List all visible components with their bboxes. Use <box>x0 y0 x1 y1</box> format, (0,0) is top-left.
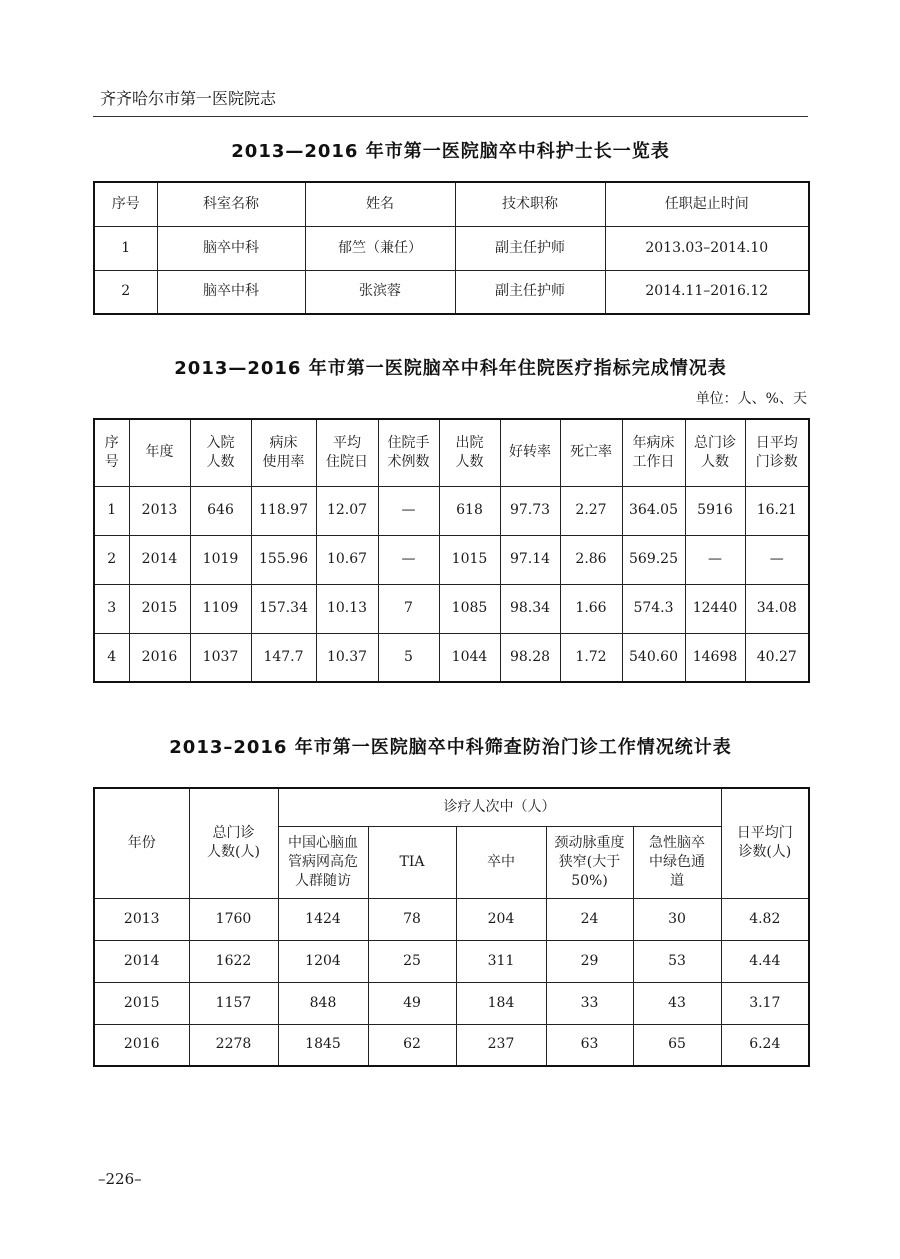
table-header-row <box>94 788 809 826</box>
cell: 1760 <box>189 898 278 940</box>
cell: 1204 <box>278 940 368 982</box>
col-index: 序 号 <box>94 419 129 486</box>
cell: 2016 <box>129 633 190 682</box>
col-year: 年份 <box>94 788 189 898</box>
cell: 1037 <box>190 633 251 682</box>
cell: 43 <box>633 982 721 1024</box>
cell: 49 <box>368 982 456 1024</box>
cell: 97.73 <box>500 486 560 535</box>
cell: 147.7 <box>251 633 316 682</box>
table3-title: 2013–2016 年市第一医院脑卒中科筛查防治门诊工作情况统计表 <box>169 737 732 758</box>
table-row <box>94 898 809 940</box>
cell: 2013 <box>94 898 189 940</box>
col-avg-stay: 平均 住院日 <box>316 419 378 486</box>
col-high-risk-followup: 中国心脑血 管病网高危 人群随访 <box>278 826 368 898</box>
cell: 25 <box>368 940 456 982</box>
cell: 364.05 <box>622 486 685 535</box>
col-total-outpatients: 总门诊 人数(人) <box>189 788 278 898</box>
cell: 1424 <box>278 898 368 940</box>
cell: 62 <box>368 1024 456 1066</box>
screening-clinic-table <box>93 787 810 1067</box>
cell: 30 <box>633 898 721 940</box>
col-admissions: 入院 人数 <box>190 419 251 486</box>
cell: 1622 <box>189 940 278 982</box>
cell: 63 <box>546 1024 633 1066</box>
cell: 副主任护师 <box>455 226 605 270</box>
cell: 2014.11–2016.12 <box>605 270 809 314</box>
cell: 29 <box>546 940 633 982</box>
col-carotid-stenosis: 颈动脉重度 狭窄(大于 50%) <box>546 826 633 898</box>
cell: 5 <box>378 633 439 682</box>
cell: 10.67 <box>316 535 378 584</box>
cell: 65 <box>633 1024 721 1066</box>
cell: 204 <box>456 898 546 940</box>
cell: 2014 <box>94 940 189 982</box>
cell: 14698 <box>685 633 745 682</box>
cell: 6.24 <box>721 1024 809 1066</box>
cell: 33 <box>546 982 633 1024</box>
col-bed-workdays: 年病床 工作日 <box>622 419 685 486</box>
head-nurse-table <box>93 181 810 315</box>
cell: 3 <box>94 584 129 633</box>
cell: 7 <box>378 584 439 633</box>
cell: 1 <box>94 226 157 270</box>
table-row <box>94 633 809 682</box>
col-outpatients: 总门诊 人数 <box>685 419 745 486</box>
cell: 10.13 <box>316 584 378 633</box>
cell: 2 <box>94 535 129 584</box>
running-head: 齐齐哈尔市第一医院院志 <box>100 89 277 108</box>
cell: 848 <box>278 982 368 1024</box>
cell: 1845 <box>278 1024 368 1066</box>
cell: 540.60 <box>622 633 685 682</box>
cell: 311 <box>456 940 546 982</box>
cell: 16.21 <box>745 486 809 535</box>
col-tia: TIA <box>368 826 456 898</box>
table1-title: 2013—2016 年市第一医院脑卒中科护士长一览表 <box>231 141 670 162</box>
table-row <box>94 270 809 314</box>
cell: 1019 <box>190 535 251 584</box>
cell: 184 <box>456 982 546 1024</box>
cell: 569.25 <box>622 535 685 584</box>
cell: 12440 <box>685 584 745 633</box>
cell: 副主任护师 <box>455 270 605 314</box>
col-title: 技术职称 <box>455 182 605 226</box>
cell: 34.08 <box>745 584 809 633</box>
table-row <box>94 226 809 270</box>
cell: 1044 <box>439 633 500 682</box>
cell: 2014 <box>129 535 190 584</box>
inpatient-indicator-table <box>93 418 810 683</box>
cell: 574.3 <box>622 584 685 633</box>
cell: 2015 <box>129 584 190 633</box>
table-row <box>94 535 809 584</box>
cell: 646 <box>190 486 251 535</box>
table-row <box>94 982 809 1024</box>
cell: 1015 <box>439 535 500 584</box>
cell: 1 <box>94 486 129 535</box>
col-mortality-rate: 死亡率 <box>560 419 622 486</box>
col-daily-outpatients: 日平均 门诊数 <box>745 419 809 486</box>
cell: 10.37 <box>316 633 378 682</box>
cell: 2.86 <box>560 535 622 584</box>
cell: 1085 <box>439 584 500 633</box>
cell: — <box>745 535 809 584</box>
cell: 118.97 <box>251 486 316 535</box>
col-surgeries: 住院手 术例数 <box>378 419 439 486</box>
cell: 2278 <box>189 1024 278 1066</box>
cell: 2.27 <box>560 486 622 535</box>
col-department: 科室名称 <box>157 182 305 226</box>
cell: 40.27 <box>745 633 809 682</box>
cell: — <box>378 486 439 535</box>
col-green-channel: 急性脑卒 中绿色通 道 <box>633 826 721 898</box>
cell: 12.07 <box>316 486 378 535</box>
cell: 2013.03–2014.10 <box>605 226 809 270</box>
table-row <box>94 486 809 535</box>
table-row <box>94 584 809 633</box>
table-header-row <box>94 419 809 486</box>
cell: 98.34 <box>500 584 560 633</box>
col-name: 姓名 <box>305 182 455 226</box>
cell: 1.66 <box>560 584 622 633</box>
cell: — <box>685 535 745 584</box>
cell: 24 <box>546 898 633 940</box>
col-stroke: 卒中 <box>456 826 546 898</box>
table-row <box>94 1024 809 1066</box>
cell: 1157 <box>189 982 278 1024</box>
cell: 2 <box>94 270 157 314</box>
cell: 5916 <box>685 486 745 535</box>
cell: — <box>378 535 439 584</box>
col-daily-average: 日平均门 诊数(人) <box>721 788 809 898</box>
cell: 53 <box>633 940 721 982</box>
cell: 2015 <box>94 982 189 1024</box>
cell: 4.82 <box>721 898 809 940</box>
col-improvement-rate: 好转率 <box>500 419 560 486</box>
col-year: 年度 <box>129 419 190 486</box>
col-index: 序号 <box>94 182 157 226</box>
cell: 脑卒中科 <box>157 226 305 270</box>
cell: 4 <box>94 633 129 682</box>
header-rule <box>93 116 808 117</box>
cell: 1109 <box>190 584 251 633</box>
col-tenure: 任职起止时间 <box>605 182 809 226</box>
table-header-row <box>94 182 809 226</box>
cell: 98.28 <box>500 633 560 682</box>
cell: 张滨蓉 <box>305 270 455 314</box>
cell: 3.17 <box>721 982 809 1024</box>
cell: 237 <box>456 1024 546 1066</box>
cell: 郁竺（兼任） <box>305 226 455 270</box>
table-row <box>94 940 809 982</box>
cell: 脑卒中科 <box>157 270 305 314</box>
cell: 78 <box>368 898 456 940</box>
cell: 2016 <box>94 1024 189 1066</box>
cell: 4.44 <box>721 940 809 982</box>
cell: 1.72 <box>560 633 622 682</box>
cell: 618 <box>439 486 500 535</box>
cell: 155.96 <box>251 535 316 584</box>
cell: 157.34 <box>251 584 316 633</box>
cell: 97.14 <box>500 535 560 584</box>
unit-note: 单位：人、%、天 <box>695 391 807 407</box>
table2-title: 2013—2016 年市第一医院脑卒中科年住院医疗指标完成情况表 <box>174 358 727 379</box>
col-discharges: 出院 人数 <box>439 419 500 486</box>
page-number: –226– <box>98 1170 142 1188</box>
cell: 2013 <box>129 486 190 535</box>
col-group-visits: 诊疗人次中（人） <box>278 788 721 826</box>
col-bed-usage: 病床 使用率 <box>251 419 316 486</box>
